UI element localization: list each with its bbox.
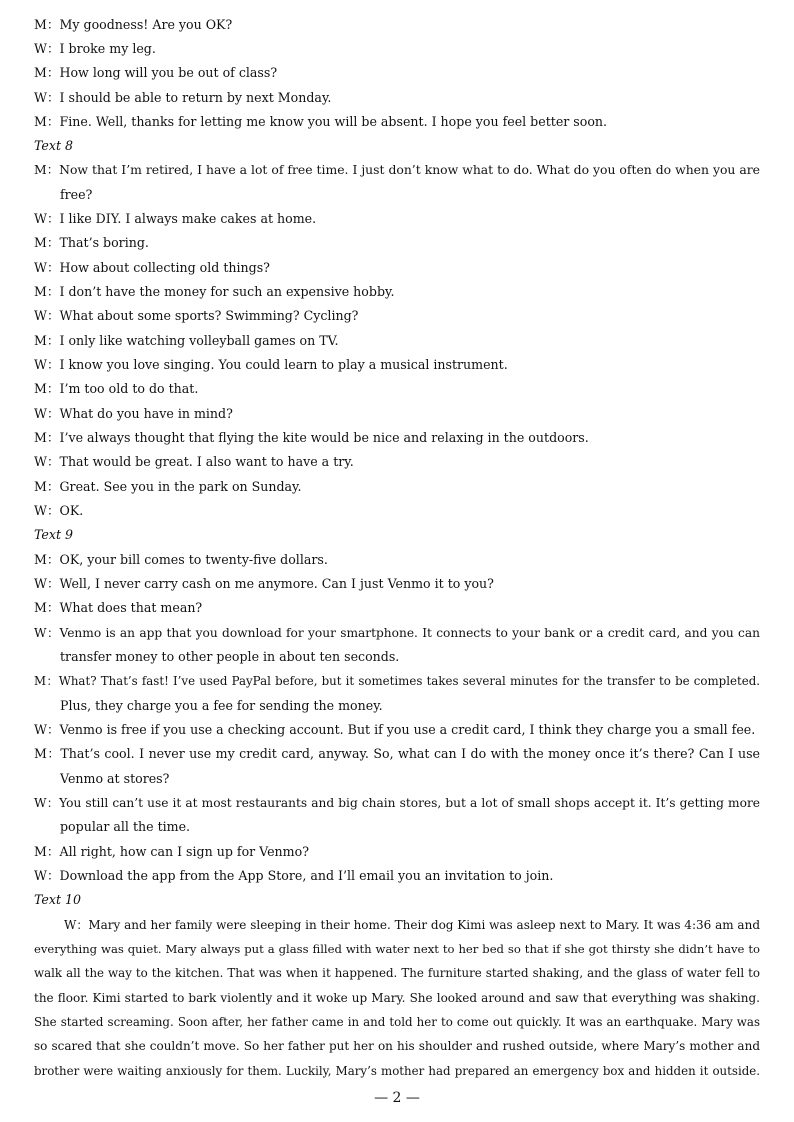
dialogue-line: W：I like DIY. I always make cakes at home. (34, 211, 317, 226)
dialogue-line: M：I’m too old to do that. (34, 381, 199, 396)
paragraph-line: walk all the way to the kitchen. That was when it happened. The furniture started shaking, and the glass of water fell to (34, 966, 760, 980)
dialogue-line: M：Fine. Well, thanks for letting me know you will be absent. I hope you feel better soon. (34, 114, 608, 129)
dialogue-line: W：Well, I never carry cash on me anymore. Can I just Venmo it to you? (34, 576, 494, 591)
dialogue-line-continuation: transfer money to other people in about ten seconds. (60, 649, 400, 664)
dialogue-line: M：All right, how can I sign up for Venmo? (34, 844, 309, 859)
section-heading-text-8: Text 8 (34, 138, 74, 153)
dialogue-line: W：That would be great. I also want to have a try. (34, 454, 354, 469)
dialogue-line: M：What does that mean? (34, 600, 203, 615)
dialogue-line: M：I don’t have the money for such an expensive hobby. (34, 284, 395, 299)
paragraph-line: everything was quiet. Mary always put a glass filled with water next to her bed so that if she got thirsty she didn’t have to (34, 942, 760, 956)
dialogue-line-continuation: free? (60, 187, 93, 202)
dialogue-line: M：OK, your bill comes to twenty-five dollars. (34, 552, 328, 567)
dialogue-line: M：I only like watching volleyball games on TV. (34, 333, 339, 348)
dialogue-line: W：Venmo is an app that you download for your smartphone. It connects to your bank or a credit card, and you can (34, 626, 760, 640)
dialogue-line: W：Download the app from the App Store, and I’ll email you an invitation to join. (34, 868, 554, 883)
dialogue-line: M：Now that I’m retired, I have a lot of free time. I just don’t know what to do. What do you often do when you are (34, 162, 760, 177)
dialogue-line: W：I should be able to return by next Monday. (34, 90, 332, 105)
paragraph-line: brother were waiting anxiously for them. Luckily, Mary’s mother had prepared an emergency box and hidden it outside. (34, 1064, 760, 1078)
page-number: — 2 — (374, 1090, 420, 1106)
dialogue-line: M：That’s boring. (34, 235, 149, 250)
paragraph-line: W：Mary and her family were sleeping in their home. Their dog Kimi was asleep next to Mary. It was 4:36 am and (64, 918, 760, 932)
dialogue-line: W：OK. (34, 503, 84, 518)
dialogue-line-continuation: Plus, they charge you a fee for sending the money. (60, 698, 383, 713)
dialogue-line: M：What? That’s fast! I’ve used PayPal before, but it sometimes takes several minutes for the transfer to be completed. (34, 674, 760, 688)
paragraph-line: She started screaming. Soon after, her father came in and told her to come out quickly. It was an earthquake. Mary was (34, 1015, 760, 1029)
paragraph-line: so scared that she couldn’t move. So her father put her on his shoulder and rushed outside, where Mary’s mother and (34, 1039, 760, 1053)
dialogue-line: W：I broke my leg. (34, 41, 156, 56)
dialogue-line-continuation: Venmo at stores? (60, 771, 170, 786)
dialogue-line: W：How about collecting old things? (34, 260, 270, 275)
dialogue-line: W：What about some sports? Swimming? Cycling? (34, 308, 359, 323)
dialogue-line: W：I know you love singing. You could learn to play a musical instrument. (34, 357, 508, 372)
dialogue-line: W：What do you have in mind? (34, 406, 233, 421)
dialogue-line: M：My goodness! Are you OK? (34, 17, 233, 32)
dialogue-line: W：You still can’t use it at most restaurants and big chain stores, but a lot of small shops accept it. It’s getting more (34, 796, 760, 810)
dialogue-line: M：I’ve always thought that flying the kite would be nice and relaxing in the outdoors. (34, 430, 589, 445)
paragraph-line: the floor. Kimi started to bark violently and it woke up Mary. She looked around and saw that everything was shaking. (34, 991, 760, 1005)
dialogue-line-continuation: popular all the time. (60, 819, 191, 834)
dialogue-line: M：That’s cool. I never use my credit card, anyway. So, what can I do with the money once it’s there? Can I use (34, 746, 760, 761)
section-heading-text-10: Text 10 (34, 892, 82, 907)
dialogue-line: M：Great. See you in the park on Sunday. (34, 479, 302, 494)
section-heading-text-9: Text 9 (34, 527, 74, 542)
dialogue-line: W：Venmo is free if you use a checking account. But if you use a credit card, I think they charge you a small fee. (34, 722, 756, 737)
dialogue-line: M：How long will you be out of class? (34, 65, 278, 80)
